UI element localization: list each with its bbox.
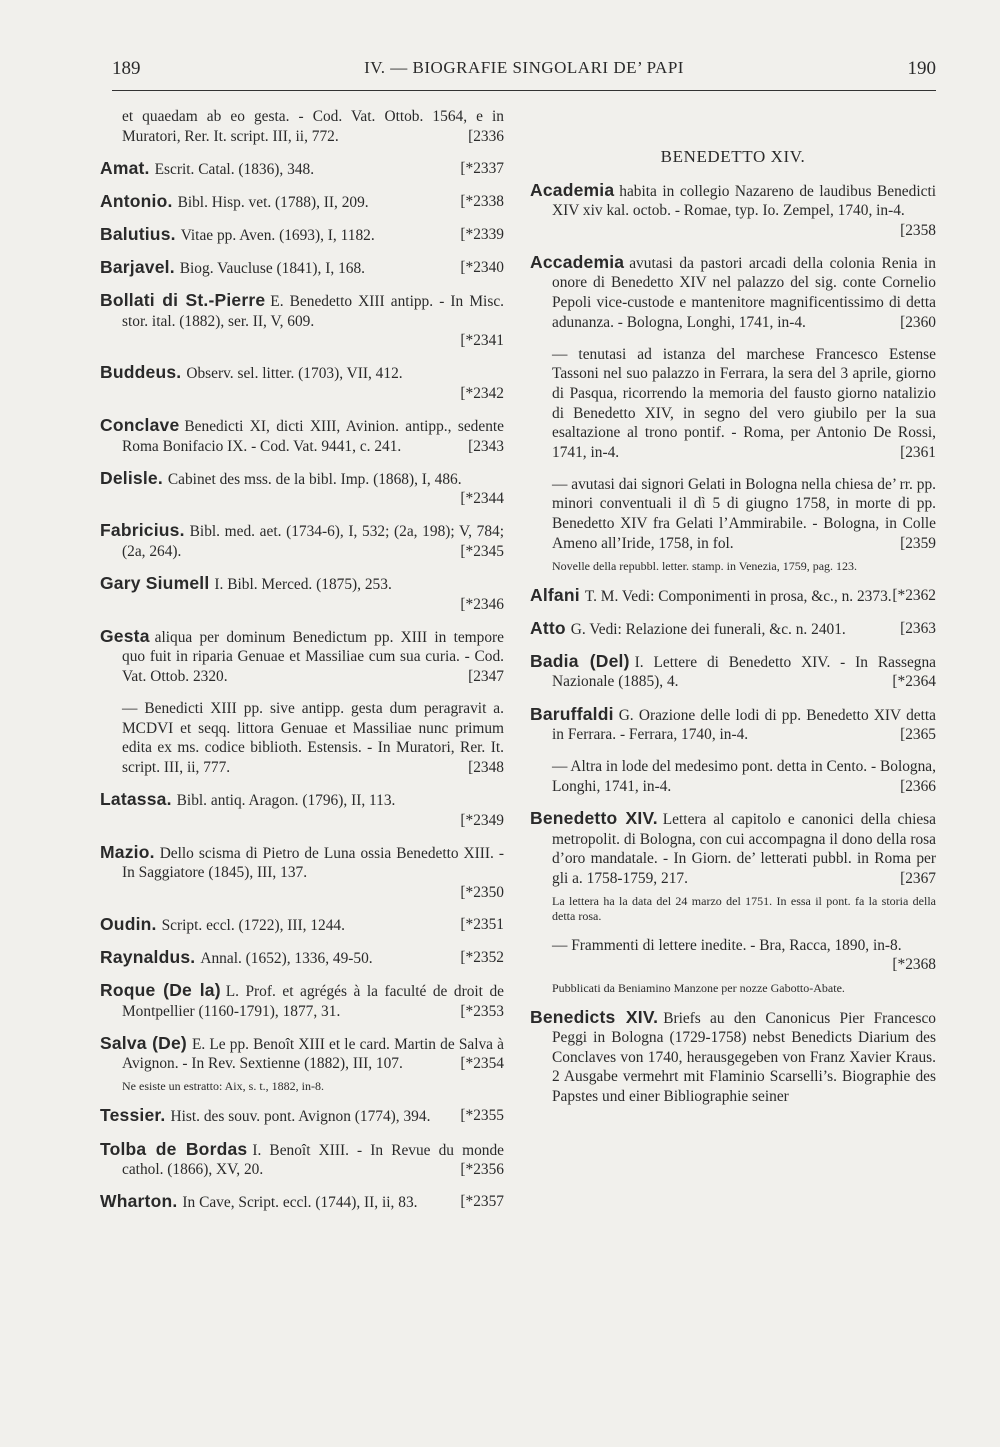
entry-number: [*2342 — [460, 384, 504, 402]
entry-number: [2343 — [468, 437, 504, 455]
entry-note: La lettera ha la data del 24 marzo del 1751. In essa il pont. fa la storia della detta rosa. — [552, 893, 936, 923]
entry-heading: Tolba de Bordas — [100, 1138, 248, 1159]
bibliography-entry — [100, 1192, 504, 1213]
entry-number: [2361 — [900, 443, 936, 461]
entry-heading: Badia (Del) — [530, 650, 630, 671]
bibliography-entry — [100, 159, 504, 180]
bibliography-entry — [100, 291, 504, 351]
entry-heading: Atto — [530, 617, 566, 638]
entry-text: Lettera al capitolo e canonici della chiesa metropolit. di Bologna, con cui accompagna il dono della rosa d’oro mandatale. - In Giorn. de’ letterati pubbl. in Roma per gli a. 1758-1759, 217. — [552, 810, 936, 887]
entry-text: Bibl. antiq. Aragon. (1796), II, 113. — [176, 791, 396, 809]
entry-text: Briefs au den Canonicus Pier Francesco Peggi in Bologna (1729-1758) nebst Benedicts Diarium des Conclaves von 1740, herausgegeben von Franz Xavier Kraus. 2 Ausgabe vermehrt mit Flaminio Scarselli’s. Biographie des Papstes und einer Bibliographie seiner — [552, 1009, 936, 1105]
entry-number: [*2349 — [460, 811, 504, 829]
entry-heading: Mazio. — [100, 841, 155, 862]
entry-text: Cabinet des mss. de la bibl. Imp. (1868), I, 486. — [167, 470, 462, 488]
bibliography-entry — [530, 586, 936, 607]
bibliography-entry — [100, 1140, 504, 1180]
bibliography-entry — [100, 915, 504, 936]
entry-heading: Gary Siumell — [100, 573, 210, 594]
bibliography-entry — [530, 253, 936, 332]
entry-heading: Antonio. — [100, 190, 173, 211]
left-page-number: 189 — [112, 58, 141, 79]
entry-heading: Salva (De) — [100, 1032, 187, 1053]
entry-text: G. Vedi: Relazione dei funerali, &c. n. 2401. — [570, 620, 846, 638]
bibliography-entry — [530, 345, 936, 463]
entry-heading: Fabricius. — [100, 520, 185, 541]
entry-number: [2347 — [468, 667, 504, 685]
entry-number: [*2338 — [460, 192, 504, 210]
bibliography-entry — [100, 1034, 504, 1074]
entry-number: [*2345 — [460, 543, 504, 560]
entry-text: I. Bibl. Merced. (1875), 253. — [214, 576, 392, 594]
entry-text: E. Le pp. Benoît XIII et le card. Martin de Salva à Avignon. - In Rev. Sextienne (1882), III, 107. — [122, 1035, 505, 1073]
bibliography-entry — [100, 469, 504, 509]
bibliography-entry — [100, 363, 504, 403]
bibliography-entry — [530, 619, 936, 640]
entry-note: Ne esiste un estratto: Aix, s. t., 1882, in-8. — [122, 1079, 324, 1094]
entry-text: Bibl. Hisp. vet. (1788), II, 209. — [177, 193, 369, 211]
entry-number: [*2356 — [460, 1161, 504, 1179]
entry-heading: Wharton. — [100, 1191, 178, 1212]
entry-text: I. Benoît XIII. - In Revue du monde cathol. (1866), XV, 20. — [122, 1141, 505, 1179]
entry-heading: Delisle. — [100, 467, 163, 488]
entry-text: I. Lettere di Benedetto XIV. - In Rassegna Nazionale (1885), 4. — [552, 653, 936, 691]
entry-note: Novelle della repubbl. letter. stamp. in Venezia, 1759, pag. 123. — [552, 558, 858, 573]
bibliography-entry — [100, 699, 504, 777]
entry-number: [*2352 — [460, 949, 504, 966]
bibliography-entry — [100, 416, 504, 456]
entry-heading: Barjavel. — [100, 256, 175, 277]
entry-text: In Cave, Script. eccl. (1744), II, ii, 83. — [182, 1194, 418, 1212]
bibliography-entry — [100, 107, 504, 146]
bibliography-entry — [530, 809, 936, 888]
bibliography-entry — [100, 948, 504, 969]
entry-number: [*2350 — [460, 883, 504, 901]
entry-text: Annal. (1652), 1336, 49-50. — [200, 950, 373, 967]
entry-heading: Benedetto XIV. — [530, 807, 658, 828]
entry-number: [*2344 — [460, 490, 504, 508]
entry-text: et quaedam ab eo gesta. - Cod. Vat. Ottob. 1564, e in Muratori, Rer. It. script. III, ii, 772. — [122, 108, 504, 145]
entry-number: [*2355 — [460, 1107, 504, 1125]
entry-heading: Amat. — [100, 157, 150, 178]
bibliography-entry — [100, 521, 504, 561]
entry-text: — Altra in lode del medesimo pont. detta in Cento. - Bologna, Longhi, 1741, in-4. — [552, 758, 936, 795]
entry-heading: Academia — [530, 179, 615, 200]
entry-note: Pubblicati da Beniamino Manzone per nozze Gabotto-Abate. — [552, 980, 845, 995]
entry-text: aliqua per dominum Benedictum pp. XIII in tempore quo fuit in riparia Genuae et Massiliae cum sua curia. - Cod. Vat. Ottob. 2320. — [122, 628, 504, 685]
bibliography-entry — [530, 475, 936, 553]
entry-heading: Buddeus. — [100, 362, 182, 383]
entry-text: Benedicti XI, dicti XIII, Avinion. antipp., sedente Roma Bonifacio IX. - Cod. Vat. 9441, c. 241. — [122, 418, 504, 455]
entry-number: [2363 — [900, 619, 936, 637]
entry-text: L. Prof. et agrégés à la faculté de droit de Montpellier (1160-1791), 1877, 31. — [122, 983, 505, 1020]
bibliography-entry — [100, 225, 504, 246]
bibliography-entry — [530, 1008, 936, 1107]
entry-heading: Benedicts XIV. — [530, 1006, 659, 1027]
running-title: IV. — BIOGRAFIE SINGOLARI DE’ PAPI — [364, 58, 684, 77]
bibliography-entry — [530, 705, 936, 745]
bibliography-entry — [100, 627, 504, 687]
bibliography-entry — [100, 574, 504, 614]
entry-number: [2367 — [900, 869, 936, 887]
entry-number: [2359 — [900, 534, 936, 552]
bibliography-entry — [530, 757, 936, 796]
entry-text: — Frammenti di lettere inedite. - Bra, Racca, 1890, in-8. — [552, 936, 902, 954]
entry-number: [2360 — [900, 313, 936, 331]
entry-heading: Accademia — [530, 251, 625, 272]
entry-heading: Oudin. — [100, 913, 157, 934]
entry-heading: Tessier. — [100, 1105, 166, 1126]
entry-text: Script. eccl. (1722), III, 1244. — [161, 916, 345, 934]
section-title: BENEDETTO XIV. — [660, 147, 806, 166]
entry-number: [*2364 — [892, 673, 936, 691]
entry-text: — avutasi dai signori Gelati in Bologna nella chiesa de’ rr. pp. minori conventuali il dì 5 di giugno 1758, in morte di pp. Benedetto XIV fra Gelati l’Ammirabile. - Bologna, in Colle Ameno all’Iride, 1758, in fol. — [552, 475, 936, 552]
entry-heading: Roque (De la) — [100, 980, 221, 1001]
entry-number: [2365 — [900, 726, 936, 744]
right-column — [530, 107, 936, 1119]
entry-text: habita in collegio Nazareno de laudibus Benedicti XIV xiv kal. octob. - Romae, typ. Io. Zempel, 1740, in-4. — [552, 182, 936, 220]
bibliography-entry — [530, 936, 936, 975]
entry-heading: Baruffaldi — [530, 703, 614, 724]
entry-number: [*2339 — [460, 225, 504, 243]
bibliography-entry — [100, 981, 504, 1021]
left-column — [100, 107, 504, 1225]
entry-heading: Bollati di St.-Pierre — [100, 290, 266, 311]
right-page-number: 190 — [907, 58, 936, 79]
entry-heading: Gesta — [100, 625, 150, 646]
bibliography-entry — [100, 1106, 504, 1127]
entry-text: Escrit. Catal. (1836), 348. — [154, 160, 315, 178]
entry-text: T. M. Vedi: Componimenti in prosa, &c., n. 2373. — [584, 587, 892, 605]
entry-number: [*2346 — [460, 595, 504, 613]
entry-heading: Conclave — [100, 415, 180, 436]
entry-text: Hist. des souv. pont. Avignon (1774), 394. — [170, 1108, 431, 1126]
entry-heading: Latassa. — [100, 788, 172, 809]
entry-number: [2366 — [900, 777, 936, 795]
entry-text: — Benedicti XIII pp. sive antipp. gesta dum peragravit a. MCDVI et seqq. littora Genuae et Massiliae nunc primum edita ex ms. codice biblioth. Estensis. - In Muratori, Rer. It. script. III, ii, 777. — [122, 700, 504, 776]
entry-number: [*2351 — [460, 915, 504, 933]
entry-number: [*2341 — [460, 332, 504, 350]
entry-number: [*2368 — [892, 956, 936, 974]
entry-number: [*2337 — [460, 159, 504, 177]
bibliography-entry — [530, 652, 936, 692]
entry-text: E. Benedetto XIII antipp. - In Misc. stor. ital. (1882), ser. II, V, 609. — [122, 293, 504, 330]
bibliography-entry — [100, 843, 504, 903]
entry-number: [*2340 — [460, 258, 504, 276]
entry-heading: Alfani — [530, 584, 580, 605]
entry-number: [*2357 — [460, 1193, 504, 1211]
running-header — [112, 58, 936, 91]
entry-number: [*2362 — [892, 586, 936, 604]
entry-text: Dello scisma di Pietro de Luna ossia Benedetto XIII. - In Saggiatore (1845), III, 137. — [122, 844, 504, 882]
entry-heading: Balutius. — [100, 223, 176, 244]
entry-number: [*2353 — [460, 1002, 504, 1020]
entry-text: Observ. sel. litter. (1703), VII, 412. — [186, 365, 403, 383]
bibliography-entry — [100, 258, 504, 279]
entry-text: — tenutasi ad istanza del marchese Francesco Estense Tassoni nel suo palazzo in Ferrara, la sera del 3 aprile, giorno di Pasqua, ricorrendo la memoria del fausto giorno natalizio di Benedetto XIV, in segno del vero giubilo per la sua esaltazione al trono pontif. - Roma, per Antonio De Rossi, 1741, in-4. — [552, 345, 936, 461]
entry-text: Biog. Vaucluse (1841), I, 168. — [179, 259, 366, 277]
entry-text: Bibl. med. aet. (1734-6), I, 532; (2a, 198); V, 784; (2a, 264). — [122, 523, 504, 560]
entry-number: [*2354 — [460, 1055, 504, 1073]
entry-text: avutasi da pastori arcadi della colonia Renia in onore di Benedetto XIV nel palazzo del sig. conte Cornelio Pepoli vice-custode e mantenitore magnificentissimo di detta adunanza. - Bologna, Longhi, 1741, in-4. — [552, 254, 936, 331]
entry-text: Vitae pp. Aven. (1693), I, 1182. — [180, 226, 375, 244]
entry-number: [2348 — [468, 758, 504, 776]
bibliography-entry — [100, 790, 504, 830]
entry-text: G. Orazione delle lodi di pp. Benedetto XIV detta in Ferrara. - Ferrara, 1740, in-4. — [552, 706, 936, 744]
entry-heading: Raynaldus. — [100, 947, 196, 967]
entry-number: [2358 — [900, 221, 936, 239]
bibliography-entry — [100, 192, 504, 213]
bibliography-entry — [530, 181, 936, 241]
entry-number: [2336 — [468, 127, 504, 145]
